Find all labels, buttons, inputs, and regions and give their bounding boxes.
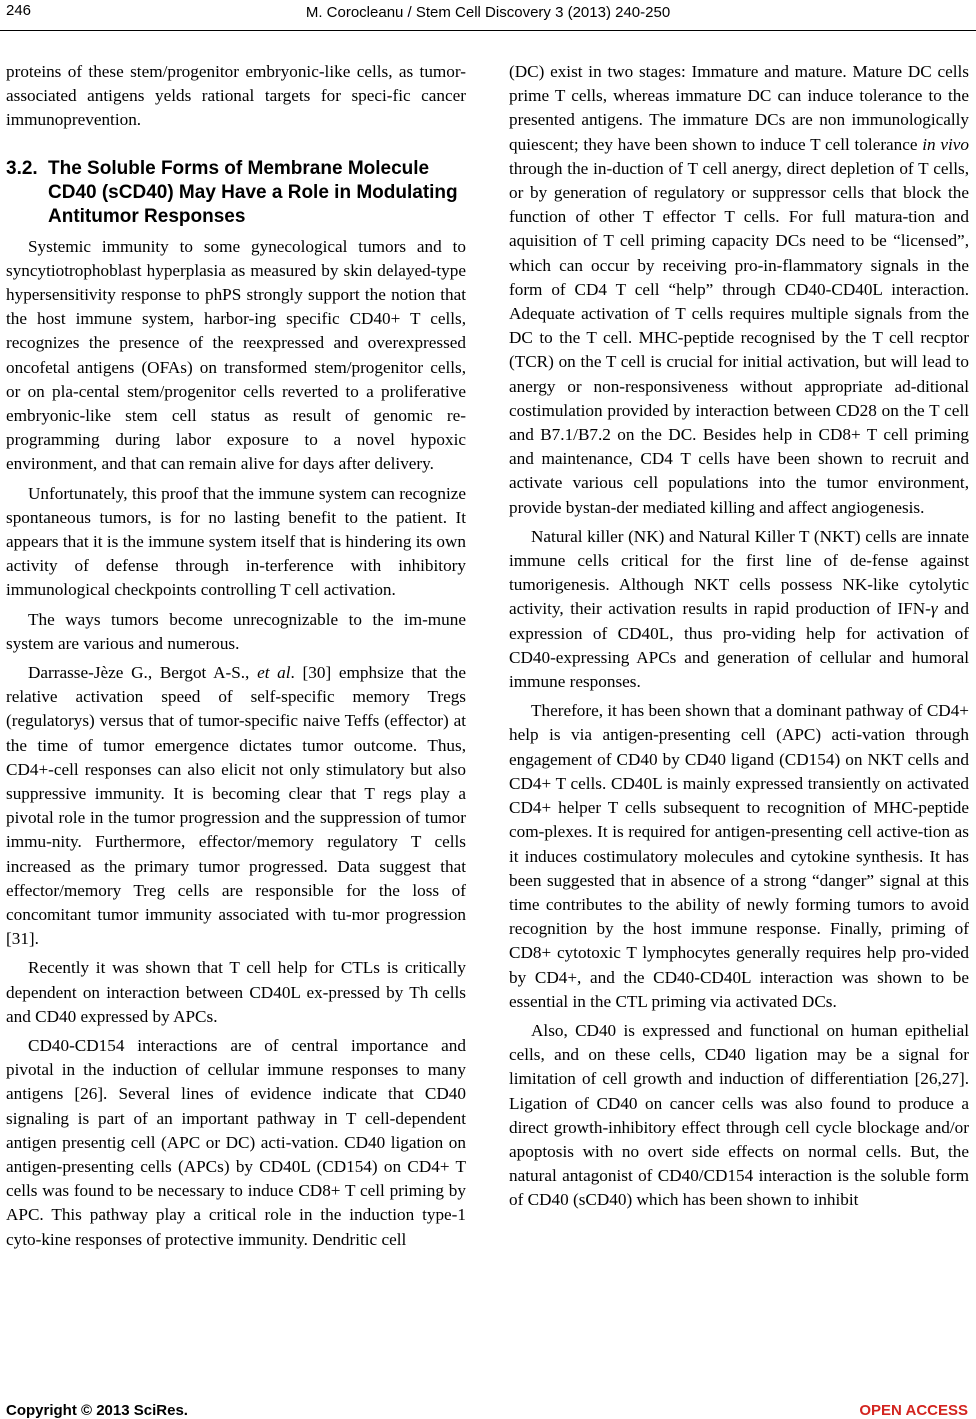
text-span: Natural killer (NK) and Natural Killer T (NKT) cells are innate immune cells critical for the first line of de-fense against tumorigenesis. Although NKT cells possess NK-like cytolytic activity, their activation results in rapid production of IFN-	[509, 526, 969, 619]
left-column	[6, 60, 466, 1252]
paragraph: CD40-CD154 interactions are of central importance and pivotal in the induction of cellular immune responses to many antigens [26]. Several lines of evidence indicate that CD40 signaling is part of an important pathway in T cell-dependent antigen presentig cell (APC or DC) acti-vation. CD40 ligation on antigen-presenting cells (APCs) by CD40L (CD154) on CD4+ T cells was found to be necessary to induce CD8+ T cell priming by APC. This pathway play a critical role in the induction type-1 cyto-kine responses of protective immunity. Dendritic cell	[6, 1036, 466, 1249]
paragraph: Recently it was shown that T cell help for CTLs is critically dependent on interaction between CD40L ex-pressed by Th cells and CD40 expressed by APCs.	[6, 958, 466, 1026]
section-heading	[6, 157, 466, 230]
paragraph: The ways tumors become unrecognizable to the im-mune system are various and numerous.	[6, 609, 466, 653]
running-title: M. Corocleanu / Stem Cell Discovery 3 (2013) 240-250	[305, 4, 671, 21]
open-access-label: OPEN ACCESS	[859, 1402, 968, 1419]
text-span: Darrasse-Jèze G., Bergot A-S.,	[28, 662, 258, 682]
italic-text: γ	[930, 599, 938, 619]
paragraph: Therefore, it has been shown that a dominant pathway of CD4+ help is via antigen-presenting cell (APC) acti-vation through engagement of CD40 by CD40 ligand (CD154) on NKT cells and CD4+ T cells. CD40L is mainly expressed transiently on activated CD4+ helper T cells subsequent to recognition of MHC-peptide com-plexes. It is required for antigen-presenting cell active-tion as it induces costimulatory molecules and cytokine synthesis. It has been suggested that in absence of a strong “danger” signal at this time contributes to the ability of newly forming tumors to avoid recognition by the host immune response. Finally, priming of CD8+ cytotoxic T lymphocytes generally requires help pro-vided by CD4+, and the CD40-CD40L interaction was shown to be essential in the CTL priming via activated DCs.	[509, 701, 969, 1011]
paragraph: Unfortunately, this proof that the immune system can recognize spontaneous tumors, is for no lasting benefit to the patient. It appears that it is the immune system itself that is hindering its own activity of defense through in-terference with inhibitory immunological checkpoints controlling T cell activation.	[6, 483, 466, 600]
text-span: through the in-duction of T cell anergy, direct depletion of T cells, or by generation of regulatory or suppressor cells that block the function of other T effector T cells. For full matura-tion and aquisition of T cell priming capacity DCs need to be “licensed”, which can occur by receiving pro-in-flammatory signals in the form of CD4 T cell “help” through CD40-CD40L interaction. Adequate activation of T cells requires multiple signals from the DC to the T cell. MHC-peptide recognised by the T cell recptor (TCR) on the T cell is crucial for initial activation, but will lead to anergy or non-responsiveness without appropriate ad-ditional costimulation provided by interaction between CD28 on the T cell and B7.1/B7.2 on the DC. Besides help in CD8+ T cell priming and maintenance, CD4 T cells have been shown to recruit and activate various cell populations into the tumor environment, provide bystan-der mediated killing and affect angiogenesis.	[509, 158, 969, 517]
paragraph	[509, 60, 969, 520]
header-rule	[0, 30, 976, 31]
paragraph: Also, CD40 is expressed and functional on human epithelial cells, and on these cells, CD40 ligation may be a signal for limitation of cell growth and induction of differentiation [26,27]. Ligation of CD40 on cancer cells was also found to produce a direct growth-inhibitory effect through cell cycle blockage and/or apoptosis with no overt side effects on normal cells. But, the natural antagonist of CD40/CD154 interaction is the soluble form of CD40 (sCD40) which has been shown to inhibit	[509, 1020, 969, 1210]
text-span: and expression of CD40L, thus pro-viding help for activation of CD40-expressing APCs and generation of cellular and humoral immune responses.	[509, 599, 969, 692]
paragraph	[6, 661, 466, 951]
text-span: . [30] emphsize that the relative activation speed of self-specific memory Tregs (regulatorys) versus that of tumor-specific naive Teffs (effector) at the time of tumor emergence dictates tumor outcome. Thus, CD4+-cell responses can also elicit not only stimulatory but also suppressive immunity. It is becoming clear that T regs play a pivotal role in the tumor progression and the suppression of tumor immu-nity. Furthermore, effector/memory regulatory T cells increased as the primary tumor progressed. Data suggest that effector/memory Treg cells are responsible for the loss of concomitant tumor immunity associated with tu-mor progression [31].	[6, 662, 466, 949]
paragraph-intro: proteins of these stem/progenitor embryonic-like cells, as tumor-associated antigens yelds rational targets for speci-fic cancer immunoprevention.	[6, 62, 466, 130]
section-title: The Soluble Forms of Membrane Molecule CD40 (sCD40) May Have a Role in Modulating Antitumor Responses	[48, 157, 458, 228]
text-span: (DC) exist in two stages: Immature and mature. Mature DC cells prime T cells, whereas immature DC can induce tolerance to the presented antigens. The immature DCs are non immunologically quiescent; they have been shown to induce T cell tolerance	[509, 62, 969, 154]
right-column	[509, 60, 969, 1213]
section-number: 3.2.	[6, 157, 38, 179]
italic-text: et al	[257, 662, 291, 682]
italic-text: in vivo	[922, 134, 969, 154]
paragraph: Systemic immunity to some gynecological tumors and to syncytiotrophoblast hyperplasia as measured by skin delayed-type hypersensitivity response to phPS strongly support the notion that the host immune system, harbor-ing specific CD40+ T cells, recognizes the presence of the reexpressed and overexpressed oncofetal antigens (OFAs) on transformed stem/progenitor cells, or on pla-cental stem/progenitor cells reverted to a proliferative embryonic-like stem cell status as result of genomic re-programming during labor exposure to a novel hypoxic environment, and that can remain alive for days after delivery.	[6, 236, 466, 474]
copyright-notice: Copyright © 2013 SciRes.	[6, 1402, 188, 1419]
page-number: 246	[6, 2, 32, 19]
paragraph	[509, 525, 969, 694]
